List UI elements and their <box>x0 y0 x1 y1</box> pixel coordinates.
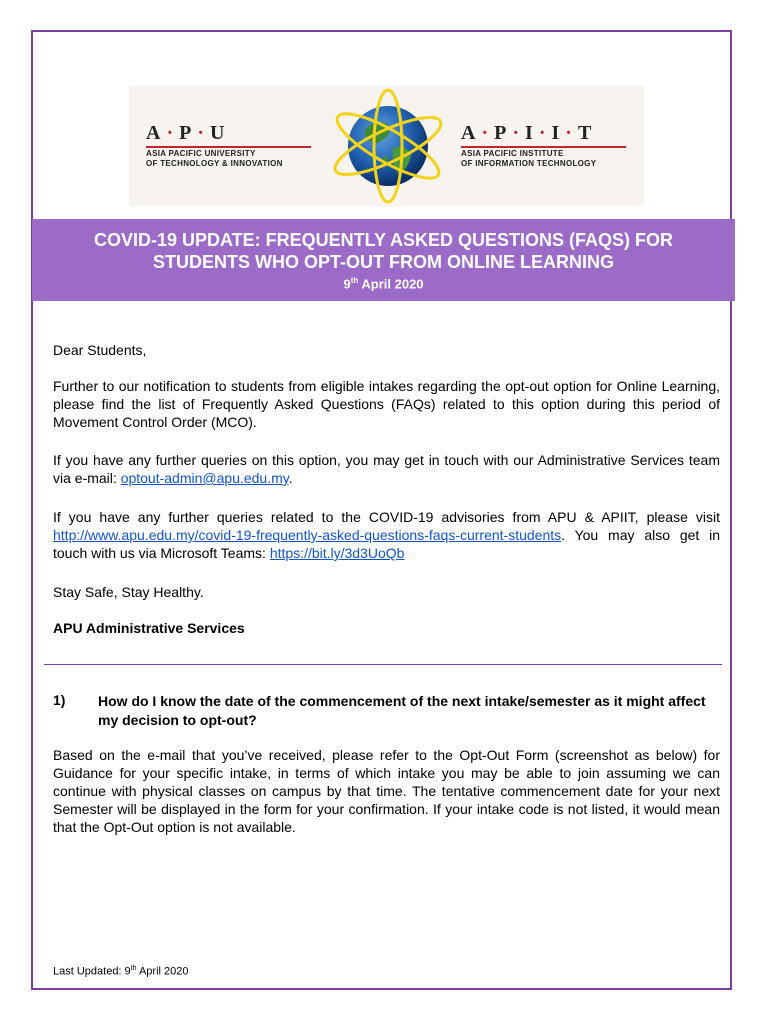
covid-faq-link[interactable]: http://www.apu.edu.my/covid-19-frequently-asked-questions-faqs-current-students <box>53 527 562 543</box>
intro-paragraph: Further to our notification to students from eligible intakes regarding the opt-out option for Online Learning, please find the list of Frequently Asked Questions (FAQs) related to this option during this period of Movement Control Order (MCO). <box>53 378 720 430</box>
advisory-paragraph <box>53 508 720 562</box>
greeting: Dear Students, <box>53 342 147 358</box>
advisory-middle: . You may also get in touch with us via Microsoft Teams: <box>53 527 720 561</box>
contact-suffix: . <box>288 470 293 486</box>
banner-date-rest: April 2020 <box>358 276 424 292</box>
footer-suffix: th <box>130 965 137 972</box>
teams-link[interactable]: https://bit.ly/3d3UoQb <box>269 545 405 561</box>
apu-line1: ASIA PACIFIC UNIVERSITY <box>146 149 256 158</box>
apu-rule <box>146 146 311 148</box>
faq-question: How do I know the date of the commencement of the next intake/semester as it might affect my decision to opt-out? <box>98 693 706 728</box>
title-banner <box>32 219 735 301</box>
closing-line: Stay Safe, Stay Healthy. <box>53 584 204 600</box>
advisory-text: If you have any further queries related to the COVID-19 advisories from APU & APIIT, please visit <box>53 509 720 525</box>
banner-date-suffix: th <box>350 276 359 285</box>
contact-paragraph <box>53 451 720 487</box>
apiit-line1: ASIA PACIFIC INSTITUTE <box>461 149 564 158</box>
apiit-rule <box>461 146 626 148</box>
page-title: COVID-19 UPDATE: FREQUENTLY ASKED QUESTIONS (FAQS) FOR STUDENTS WHO OPT-OUT FROM ONLINE LEARNING <box>93 230 674 272</box>
footer-last-updated <box>53 965 189 978</box>
apiit-brand: A·P·I·I·T <box>461 122 598 144</box>
apiit-logo <box>461 122 626 168</box>
faq-answer: Based on the e-mail that you’ve received, please refer to the Opt-Out Form (screenshot as below) for Guidance for your specific intake, in terms of which intake you may be able to join assuming we can continue with physical classes on campus by that time. The tentative commencement date for your next Semester will be displayed in the form for your confirmation. If your intake code is not listed, it would mean that the Opt-Out option is not available. <box>53 747 720 835</box>
logo-header <box>129 86 644 206</box>
footer-rest: April 2020 <box>136 965 189 978</box>
globe-with-orbits-icon <box>327 88 449 204</box>
contact-text: If you have any further queries on this option, you may get in touch with our Administrative Services team via e-mail: <box>53 452 720 486</box>
banner-date-day: 9 <box>343 276 351 292</box>
apu-brand: A·P·U <box>146 122 231 144</box>
section-divider <box>44 664 722 665</box>
footer-prefix: Last Updated: 9 <box>53 965 131 978</box>
apu-logo <box>146 122 311 168</box>
apu-line2: OF TECHNOLOGY & INNOVATION <box>146 159 283 168</box>
signature: APU Administrative Services <box>53 620 245 636</box>
apiit-line2: OF INFORMATION TECHNOLOGY <box>461 159 597 168</box>
faq-number: 1) <box>53 692 66 708</box>
banner-date <box>32 276 735 291</box>
optout-email-link[interactable]: optout-admin@apu.edu.my <box>120 470 289 486</box>
